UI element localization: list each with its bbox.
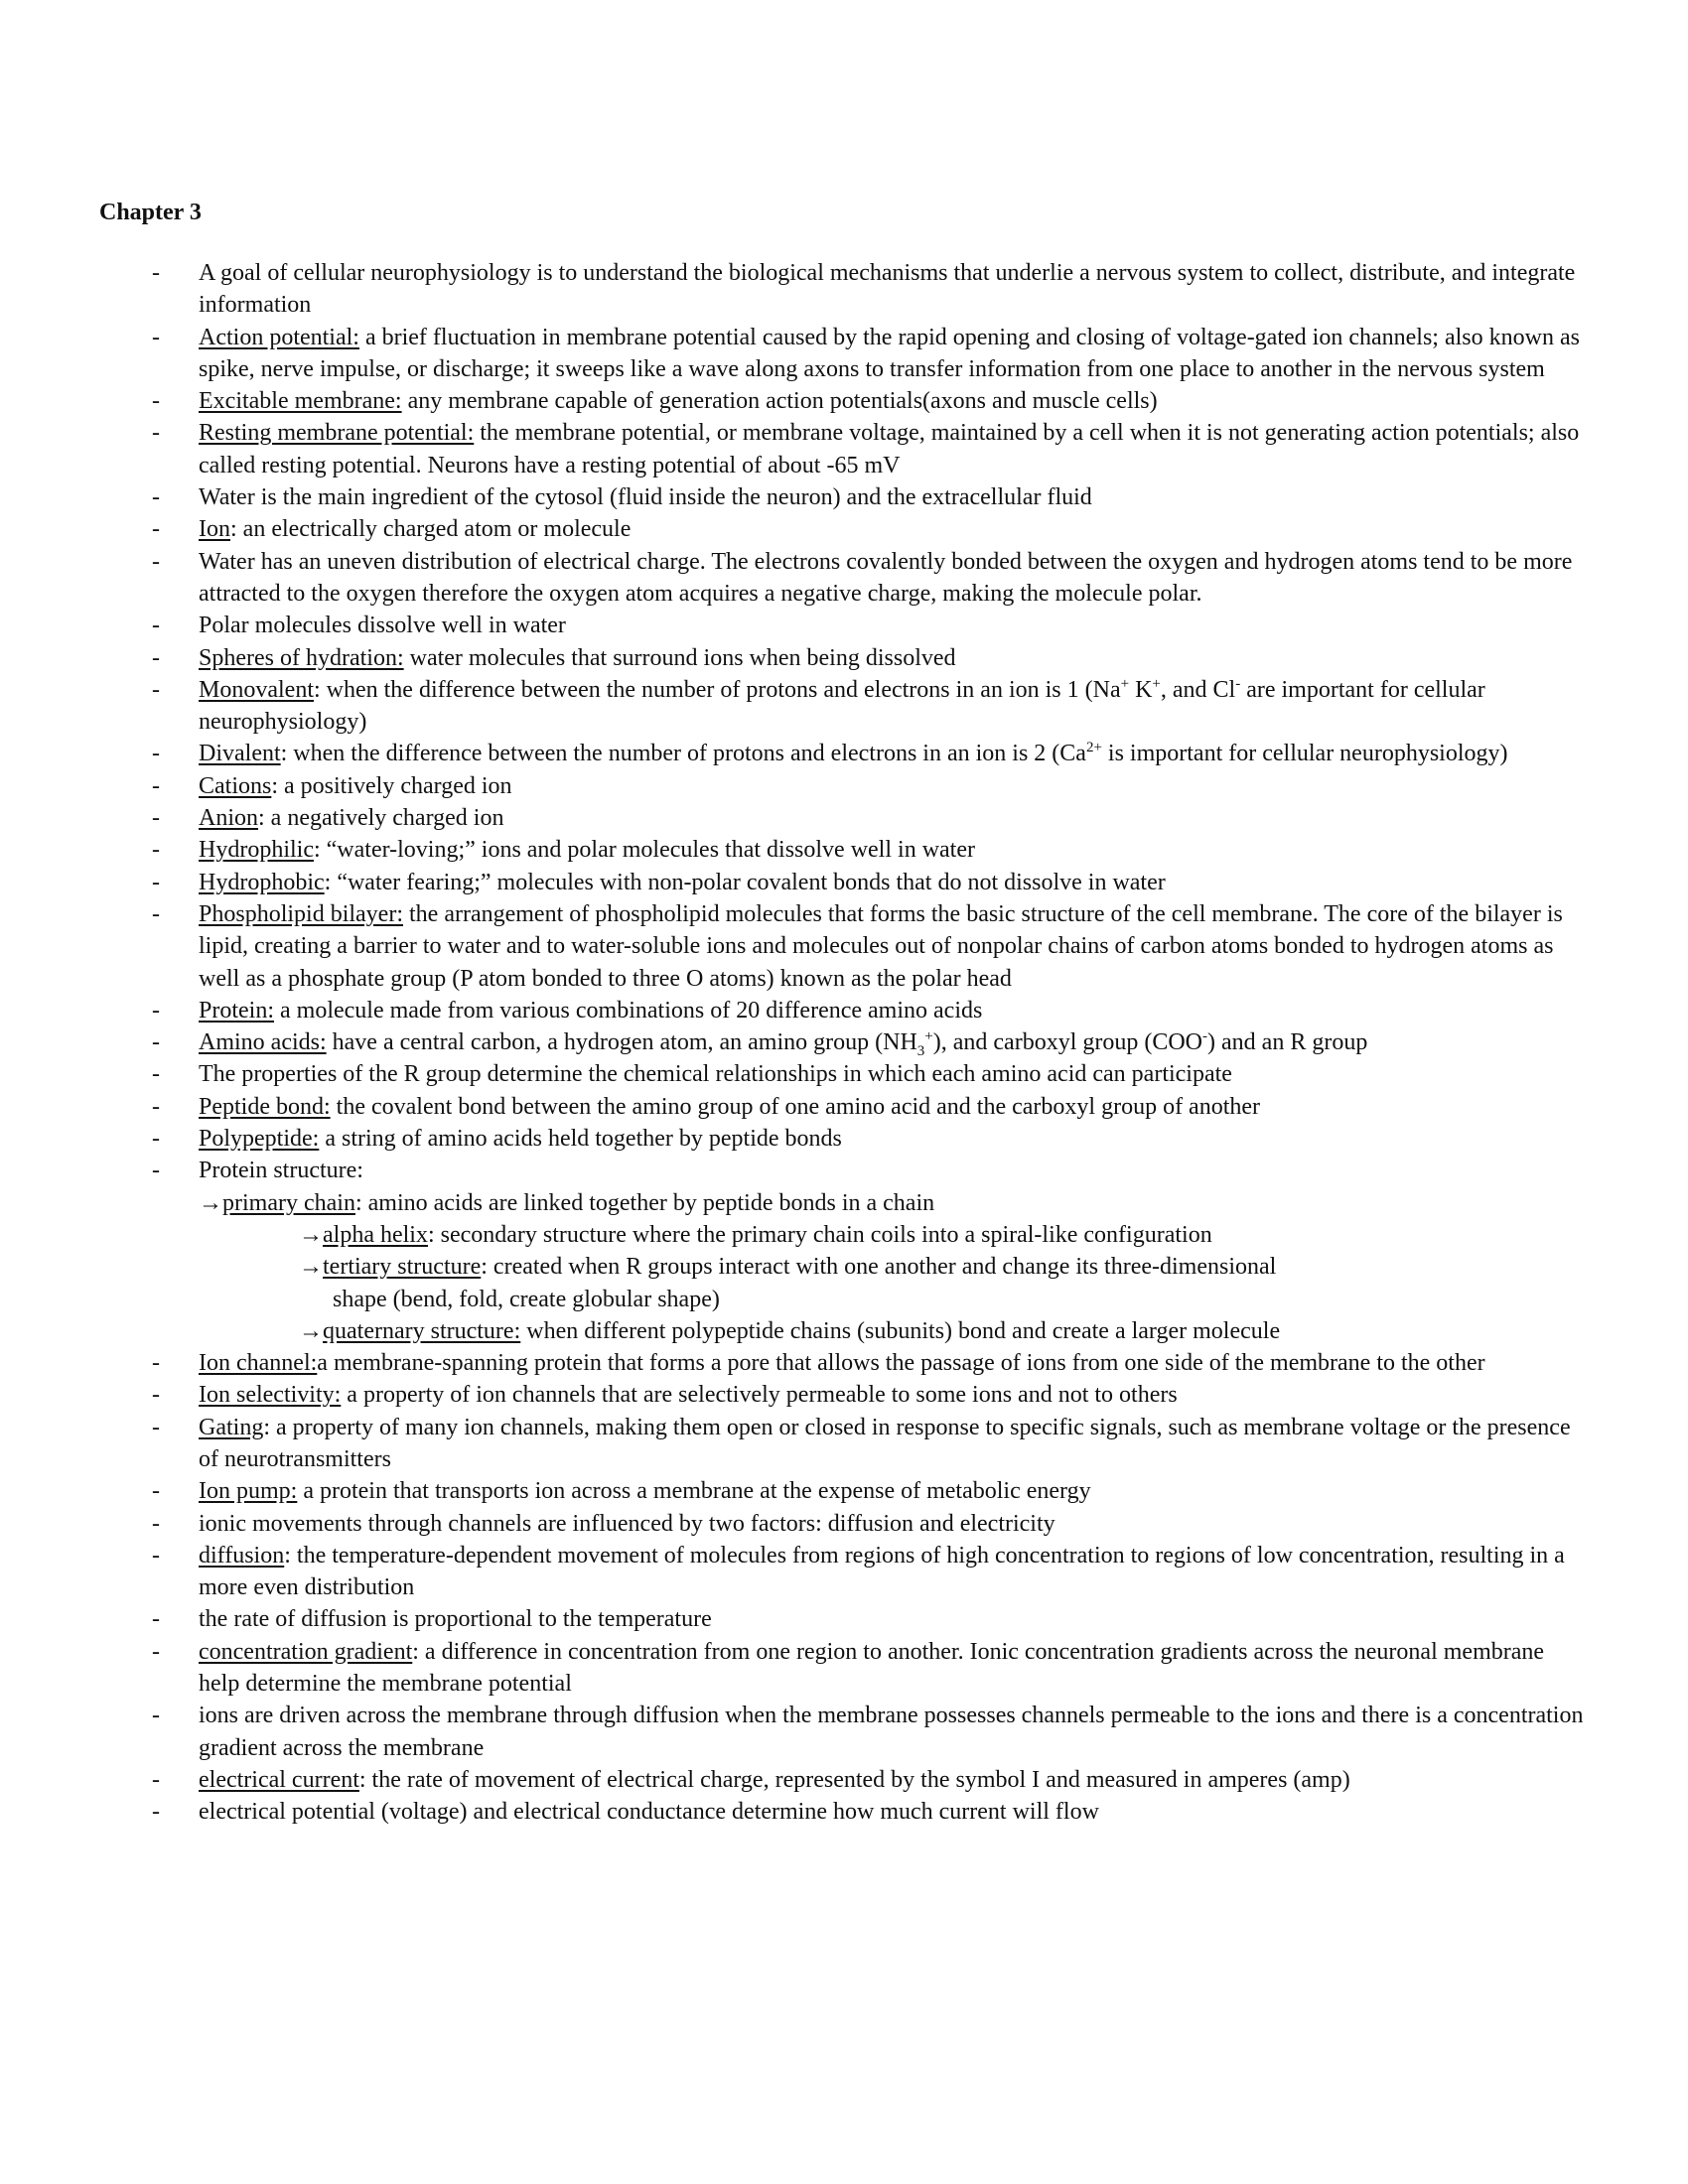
bullet-dash: - bbox=[152, 260, 160, 286]
bullet-dash: - bbox=[152, 837, 160, 864]
arrow-icon: → bbox=[299, 1317, 323, 1344]
definition-text: are important for cellular neurophysiology) bbox=[199, 676, 1485, 736]
bullet-dash: - bbox=[152, 1510, 160, 1537]
term-label: Cations bbox=[199, 772, 272, 799]
term-label: Excitable membrane: bbox=[199, 388, 402, 415]
bullet-dash: - bbox=[152, 1703, 160, 1729]
bullet-dash: - bbox=[152, 1061, 160, 1088]
bullet-dash: - bbox=[152, 1799, 160, 1826]
superscript: + bbox=[1152, 675, 1161, 692]
term-label: Ion selectivity: bbox=[199, 1382, 342, 1409]
term-label: Resting membrane potential: bbox=[199, 420, 475, 447]
definition-text: water molecules that surround ions when being dissolved bbox=[403, 644, 956, 671]
definition-text: the rate of diffusion is proportional to the temperature bbox=[199, 1606, 712, 1633]
bullet-item bbox=[0, 770, 1585, 802]
notes-list bbox=[0, 257, 1688, 1829]
superscript: - bbox=[1235, 675, 1241, 692]
definition-text: : the temperature-dependent movement of molecules from regions of high concentration to regions of low concentration, resulting in a more even distribution bbox=[199, 1542, 1565, 1601]
bullet-item bbox=[0, 1091, 1585, 1123]
definition-text: : when the difference between the number of protons and electrons in an ion is 2 (Ca bbox=[280, 741, 1086, 767]
term-label: alpha helix bbox=[323, 1221, 428, 1248]
bullet-dash: - bbox=[152, 420, 160, 447]
bullet-dash: - bbox=[152, 1638, 160, 1665]
protein-structure-item bbox=[0, 1315, 1585, 1347]
term-label: Hydrophilic bbox=[199, 837, 314, 864]
bullet-item bbox=[0, 513, 1585, 545]
bullet-dash: - bbox=[152, 613, 160, 639]
bullet-item bbox=[0, 1636, 1585, 1701]
bullet-dash: - bbox=[152, 741, 160, 767]
term-label: Polypeptide: bbox=[199, 1126, 320, 1153]
bullet-dash: - bbox=[152, 484, 160, 511]
bullet-dash: - bbox=[152, 805, 160, 832]
bullet-dash: - bbox=[152, 772, 160, 799]
bullet-item bbox=[0, 546, 1585, 611]
definition-text: : secondary structure where the primary chain coils into a spiral-like configuration bbox=[427, 1221, 1212, 1248]
bullet-item bbox=[0, 1475, 1585, 1507]
bullet-item bbox=[0, 1796, 1585, 1828]
term-label: Gating bbox=[199, 1414, 264, 1440]
definition-text: Water has an uneven distribution of electrical charge. The electrons covalently bonded between the oxygen and hydrogen atoms tend to be more attracted to the oxygen therefore the oxygen atom acquires a negative charge, making the molecule polar. bbox=[199, 548, 1573, 607]
definition-text: a property of ion channels that are selectively permeable to some ions and not to others bbox=[341, 1382, 1178, 1409]
arrow-icon: → bbox=[299, 1254, 323, 1281]
term-label: Spheres of hydration: bbox=[199, 644, 404, 671]
bullet-item bbox=[0, 802, 1585, 834]
definition-text: : a negatively charged ion bbox=[258, 805, 504, 832]
bullet-item bbox=[0, 385, 1585, 417]
bullet-item bbox=[0, 674, 1585, 739]
definition-text: , and Cl bbox=[1160, 676, 1236, 703]
definition-text: The properties of the R group determine the chemical relationships in which each amino acid can participate bbox=[199, 1061, 1232, 1088]
superscript: + bbox=[1120, 675, 1130, 692]
term-label: primary chain bbox=[222, 1189, 355, 1216]
definition-text: Protein structure: bbox=[199, 1158, 363, 1184]
bullet-item bbox=[0, 1700, 1585, 1764]
bullet-dash: - bbox=[152, 1478, 160, 1505]
bullet-dash: - bbox=[152, 1126, 160, 1153]
bullet-dash: - bbox=[152, 1158, 160, 1184]
definition-text: : created when R groups interact with one another and change its three-dimensional bbox=[481, 1254, 1277, 1281]
bullet-item bbox=[0, 1603, 1585, 1635]
definition-text: a protein that transports ion across a membrane at the expense of metabolic energy bbox=[297, 1478, 1091, 1505]
bullet-dash: - bbox=[152, 1766, 160, 1793]
definition-text: : “water fearing;” molecules with non-polar covalent bonds that do not dissolve in water bbox=[324, 869, 1166, 895]
term-label: Ion channel: bbox=[199, 1350, 318, 1377]
bullet-item bbox=[0, 1379, 1585, 1411]
term-label: Divalent bbox=[199, 741, 281, 767]
definition-text: a molecule made from various combinations of 20 difference amino acids bbox=[274, 997, 983, 1024]
definition-text: Polar molecules dissolve well in water bbox=[199, 613, 566, 639]
term-label: electrical current bbox=[199, 1766, 359, 1793]
definition-text: when different polypeptide chains (subunits) bond and create a larger molecule bbox=[520, 1317, 1281, 1344]
bullet-dash: - bbox=[152, 324, 160, 350]
definition-text: : when the difference between the number of protons and electrons in an ion is 1 (Na bbox=[313, 676, 1121, 703]
bullet-item bbox=[0, 1058, 1585, 1090]
term-label: Protein: bbox=[199, 997, 274, 1024]
bullet-item bbox=[0, 322, 1585, 386]
definition-text: : an electrically charged atom or molecule bbox=[230, 516, 632, 543]
definition-text: : amino acids are linked together by peptide bonds in a chain bbox=[354, 1189, 935, 1216]
term-label: Ion bbox=[199, 516, 230, 543]
bullet-item bbox=[0, 610, 1585, 641]
bullet-dash: - bbox=[152, 1093, 160, 1120]
definition-text: ) and an R group bbox=[1207, 1029, 1368, 1056]
bullet-dash: - bbox=[152, 1606, 160, 1633]
subscript: 3 bbox=[916, 1042, 925, 1059]
term-label: Phospholipid bilayer: bbox=[199, 900, 403, 927]
bullet-item bbox=[0, 481, 1585, 513]
bullet-dash: - bbox=[152, 644, 160, 671]
term-label: tertiary structure bbox=[323, 1254, 482, 1281]
definition-text: the arrangement of phospholipid molecules that forms the basic structure of the cell membrane. The core of the bilayer is lipid, creating a barrier to water and to water-soluble ions and molecules out of nonpolar chains of carbon atoms bonded to hydrogen atoms as well as a phosphate group (P atom bonded to three O atoms) known as the polar head bbox=[199, 900, 1563, 992]
bullet-item bbox=[0, 867, 1585, 898]
definition-text: is important for cellular neurophysiology) bbox=[1101, 741, 1508, 767]
bullet-item bbox=[0, 1508, 1585, 1540]
protein-structure-item bbox=[0, 1187, 1585, 1219]
definition-text: A goal of cellular neurophysiology is to understand the biological mechanisms that underlie a nervous system to collect, distribute, and integrate information bbox=[199, 260, 1576, 319]
definition-text: a brief fluctuation in membrane potential caused by the rapid opening and closing of voltage-gated ion channels; also known as spike, nerve impulse, or discharge; it sweeps like a wave along axons to transfer information from one place to another in the nervous system bbox=[199, 324, 1580, 382]
bullet-item bbox=[0, 898, 1585, 995]
definition-text: electrical potential (voltage) and electrical conductance determine how much current will flow bbox=[199, 1799, 1099, 1826]
bullet-item bbox=[0, 1412, 1585, 1476]
term-label: Monovalent bbox=[199, 676, 314, 703]
definition-text: the membrane potential, or membrane voltage, maintained by a cell when it is not generating action potentials; also called resting potential. Neurons have a resting potential of about -65 mV bbox=[199, 420, 1580, 478]
definition-text: ionic movements through channels are influenced by two factors: diffusion and electricity bbox=[199, 1510, 1055, 1537]
bullet-item bbox=[0, 1123, 1585, 1155]
arrow-icon: → bbox=[299, 1221, 323, 1248]
superscript: 2+ bbox=[1085, 740, 1102, 756]
term-label: Action potential: bbox=[199, 324, 359, 350]
definition-text: : the rate of movement of electrical charge, represented by the symbol I and measured in amperes (amp) bbox=[358, 1766, 1350, 1793]
term-label: Hydrophobic bbox=[199, 869, 325, 895]
term-label: quaternary structure: bbox=[323, 1317, 521, 1344]
protein-structure-item bbox=[0, 1251, 1585, 1315]
definition-text: : a difference in concentration from one region to another. Ionic concentration gradients across the neuronal membrane help determine the membrane potential bbox=[199, 1638, 1545, 1698]
definition-text: ), and carboxyl group (COO bbox=[932, 1029, 1203, 1056]
bullet-dash: - bbox=[152, 1414, 160, 1440]
bullet-dash: - bbox=[152, 1382, 160, 1409]
bullet-item bbox=[0, 1764, 1585, 1796]
bullet-item bbox=[0, 1155, 1585, 1186]
term-label: diffusion bbox=[199, 1542, 285, 1569]
bullet-dash: - bbox=[152, 997, 160, 1024]
arrow-icon: → bbox=[199, 1189, 222, 1216]
definition-text: a string of amino acids held together by peptide bonds bbox=[319, 1126, 842, 1153]
term-label: Anion bbox=[199, 805, 258, 832]
bullet-item bbox=[0, 642, 1585, 674]
bullet-item bbox=[0, 834, 1585, 866]
bullet-dash: - bbox=[152, 900, 160, 927]
chapter-title: Chapter 3 bbox=[99, 200, 202, 225]
definition-text: a membrane-spanning protein that forms a pore that allows the passage of ions from one side of the membrane to the other bbox=[317, 1350, 1485, 1377]
bullet-dash: - bbox=[152, 388, 160, 415]
bullet-item bbox=[0, 738, 1585, 769]
bullet-dash: - bbox=[152, 516, 160, 543]
bullet-dash: - bbox=[152, 1029, 160, 1056]
definition-text: any membrane capable of generation action potentials(axons and muscle cells) bbox=[401, 388, 1158, 415]
definition-text: Water is the main ingredient of the cytosol (fluid inside the neuron) and the extracellular fluid bbox=[199, 484, 1092, 511]
bullet-item bbox=[0, 257, 1585, 322]
definition-text: K bbox=[1129, 676, 1153, 703]
bullet-dash: - bbox=[152, 548, 160, 575]
bullet-dash: - bbox=[152, 1542, 160, 1569]
definition-text: have a central carbon, a hydrogen atom, an amino group (NH bbox=[326, 1029, 917, 1056]
definition-text: ions are driven across the membrane through diffusion when the membrane possesses channels permeable to the ions and there is a concentration gradient across the membrane bbox=[199, 1703, 1584, 1761]
bullet-item bbox=[0, 1540, 1585, 1604]
term-label: Amino acids: bbox=[199, 1029, 327, 1056]
definition-text: : a property of many ion channels, making them open or closed in response to specific signals, such as membrane voltage or the presence of neurotransmitters bbox=[199, 1414, 1571, 1472]
definition-text-continued: shape (bend, fold, create globular shape) bbox=[333, 1286, 720, 1312]
protein-structure-item bbox=[0, 1219, 1585, 1251]
bullet-dash: - bbox=[152, 676, 160, 703]
bullet-item bbox=[0, 1026, 1585, 1058]
bullet-item bbox=[0, 995, 1585, 1026]
superscript: + bbox=[924, 1028, 933, 1045]
superscript: - bbox=[1202, 1028, 1208, 1045]
bullet-dash: - bbox=[152, 1350, 160, 1377]
definition-text: the covalent bond between the amino group of one amino acid and the carboxyl group of another bbox=[330, 1093, 1261, 1120]
bullet-item bbox=[0, 1347, 1585, 1379]
definition-text: : a positively charged ion bbox=[271, 772, 512, 799]
definition-text: : “water-loving;” ions and polar molecules that dissolve well in water bbox=[313, 837, 975, 864]
bullet-item bbox=[0, 417, 1585, 481]
term-label: Peptide bond: bbox=[199, 1093, 331, 1120]
term-label: Ion pump: bbox=[199, 1478, 298, 1505]
term-label: concentration gradient bbox=[199, 1638, 413, 1665]
bullet-dash: - bbox=[152, 869, 160, 895]
